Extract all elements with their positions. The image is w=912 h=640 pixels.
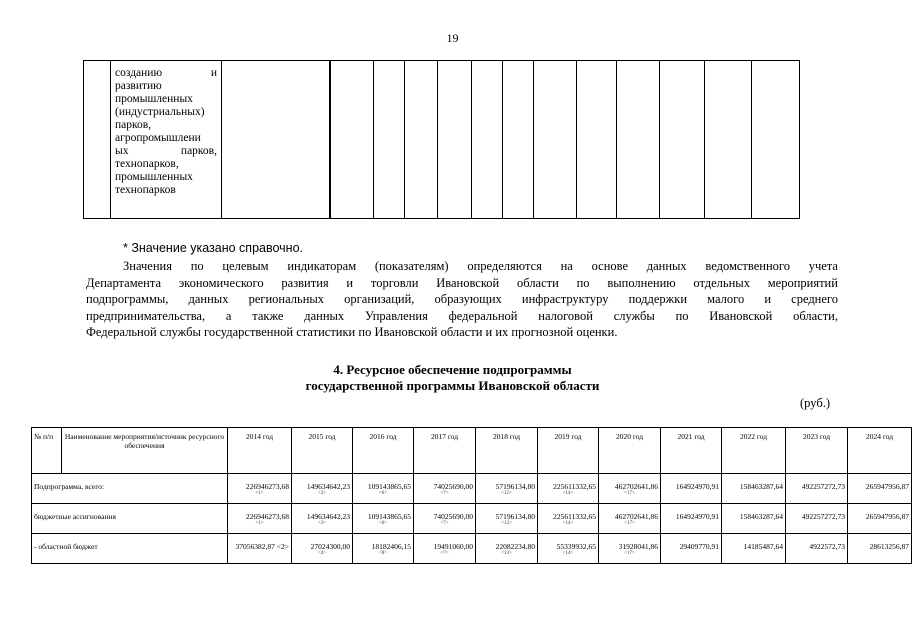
value-amount: 225611332,65 — [553, 512, 596, 521]
value-amount: 158463287,64 — [739, 482, 783, 491]
value-cell — [414, 534, 476, 564]
paragraph-word: поддержки — [628, 292, 688, 307]
value-amount: 27024300,00 — [310, 542, 350, 551]
value-cell — [353, 504, 414, 534]
value-cell — [538, 504, 599, 534]
paragraph-word: целевым — [222, 259, 269, 273]
cont-text-line: (индустриальных) — [115, 106, 205, 118]
table-row — [32, 504, 912, 534]
value-amount: 57196134,80 — [495, 482, 535, 491]
value-amount: 74025690,00 — [433, 482, 473, 491]
value-cell — [722, 474, 786, 504]
paragraph-word: их — [495, 325, 509, 340]
paragraph-word: по — [576, 275, 590, 290]
paragraph-word: и — [485, 325, 493, 340]
value-cell — [599, 534, 661, 564]
cont-text-line: промышленных — [115, 93, 193, 105]
cont-text-line: агропромышлени — [115, 132, 201, 144]
cont-text-line: развитию — [115, 80, 162, 92]
value-amount: 225611332,65 — [553, 482, 596, 491]
paragraph-word: инфраструктуру — [521, 292, 609, 307]
paragraph-word: Ивановской — [374, 325, 438, 340]
paragraph-word: Управления — [364, 308, 428, 323]
value-amount: 37056382,87 <2> — [235, 542, 289, 551]
paragraph-word: службы — [613, 308, 655, 323]
footnote-note: * Значение указано справочно. — [123, 241, 303, 255]
footnote-ref: <7> — [440, 491, 449, 496]
value-amount: 28613256,87 — [869, 542, 909, 551]
paragraph-word: учета — [808, 259, 838, 273]
paragraph-word: государственной — [204, 325, 294, 340]
cont-cell-no — [84, 61, 111, 219]
footnote-ref: <12> — [501, 521, 512, 526]
footnote-ref: <7> — [440, 551, 449, 556]
paragraph-word: (показателям) — [374, 259, 449, 273]
footnote-ref: <7> — [440, 521, 449, 526]
footnote-ref: <17> — [624, 521, 635, 526]
cont-text-word: ых — [115, 145, 129, 157]
paragraph-word: налоговой — [538, 308, 593, 323]
value-cell — [599, 504, 661, 534]
paragraph-word: службы — [159, 325, 201, 340]
resource-header-cell: № п/п — [32, 428, 62, 474]
footnote-ref: <17> — [624, 551, 635, 556]
footnote-ref: <14> — [562, 491, 574, 496]
value-amount: 149634642,23 — [306, 482, 350, 491]
paragraph-line — [86, 291, 838, 308]
paragraph-word: прогнозной — [511, 325, 574, 340]
paragraph-word: на — [560, 259, 573, 273]
cont-text-line: технопарков, — [115, 158, 179, 170]
value-amount: 55339932,65 — [556, 542, 596, 551]
paragraph-word: данных — [188, 292, 229, 307]
value-amount: 4922572,73 — [809, 542, 845, 551]
paragraph-word: области, — [793, 308, 838, 323]
table-row — [32, 534, 912, 564]
paragraph-word: Департамента — [86, 275, 162, 290]
cont-text-word: парков, — [180, 145, 217, 157]
value-cell — [476, 504, 538, 534]
footnote-ref: <6> — [378, 491, 388, 496]
value-cell — [353, 474, 414, 504]
row-name-cell: бюджетные ассигнования — [32, 504, 228, 534]
paragraph-word: статистики — [296, 325, 356, 340]
page-number: 19 — [446, 31, 459, 45]
paragraph-word: федеральной — [448, 308, 518, 323]
paragraph-word: выполнению — [607, 275, 676, 290]
paragraph-word: и — [764, 292, 772, 307]
value-cell — [538, 474, 599, 504]
footnote-ref: <14> — [562, 551, 574, 556]
paragraph-word: области — [440, 325, 483, 340]
value-amount: 57196134,80 — [495, 512, 535, 521]
value-cell — [661, 504, 722, 534]
value-cell — [414, 504, 476, 534]
value-amount: 29409770,91 — [679, 542, 719, 551]
continuation-table — [83, 60, 800, 219]
paragraph-word: экономического — [178, 275, 264, 290]
paragraph-line — [86, 308, 838, 325]
value-cell — [599, 474, 661, 504]
paragraph-word: определяются — [467, 259, 542, 273]
paragraph-word: организаций, — [344, 292, 415, 307]
paragraph-word: по — [675, 308, 689, 323]
value-amount: 226946273,68 — [245, 512, 289, 521]
resource-table — [31, 427, 912, 564]
resource-header-cell: 2018 год — [476, 428, 538, 474]
value-amount: 462702641,86 — [614, 512, 658, 521]
value-cell — [476, 534, 538, 564]
paragraph-word: Значения — [123, 259, 172, 273]
footnote-ref: <1> — [255, 491, 264, 496]
value-cell — [476, 474, 538, 504]
paragraph-word: по — [358, 325, 372, 340]
paragraph-word: а — [225, 308, 232, 323]
footnote-ref: <6> — [378, 521, 388, 526]
paragraph-word: среднего — [791, 292, 838, 307]
section-title-line1: 4. Ресурсное обеспечение подпрограммы — [333, 362, 572, 377]
paragraph-word: области — [517, 275, 559, 290]
cont-text-line: технопарков — [115, 184, 176, 196]
value-cell — [292, 474, 353, 504]
paragraph-word: основе — [591, 259, 629, 273]
value-cell — [661, 474, 722, 504]
resource-header-cell: 2020 год — [599, 428, 661, 474]
paragraph-word: также — [252, 308, 284, 323]
paragraph-word: развития — [281, 275, 329, 290]
row-name-cell: - областной бюджет — [32, 534, 228, 564]
paragraph-word: оценки. — [576, 325, 618, 340]
paragraph-word: данных — [304, 308, 345, 323]
paragraph-word: подпрограммы, — [86, 292, 169, 307]
value-cell — [292, 534, 353, 564]
currency-unit: (руб.) — [800, 396, 830, 410]
value-cell — [848, 534, 912, 564]
value-amount: 14185487,64 — [743, 542, 783, 551]
value-cell — [228, 534, 292, 564]
paragraph-line — [86, 258, 838, 275]
value-amount: 22082234,80 — [495, 542, 535, 551]
value-cell — [228, 504, 292, 534]
resource-header-cell: Наименование мероприятия/источник ресурсного обеспечения — [62, 428, 228, 474]
value-amount: 265947956,87 — [865, 512, 909, 521]
resource-header-cell: 2016 год — [353, 428, 414, 474]
paragraph-word: данных — [646, 259, 687, 273]
paragraph-word: региональных — [248, 292, 325, 307]
footnote-ref: <3> — [317, 521, 327, 526]
cont-text-line — [115, 145, 217, 158]
value-cell — [228, 474, 292, 504]
cont-text-line — [115, 67, 217, 80]
table-row — [32, 474, 912, 504]
cont-text-line: промышленных — [115, 171, 193, 183]
resource-header-cell: 2017 год — [414, 428, 476, 474]
section-title-line2: государственной программы Ивановской области — [305, 378, 600, 393]
cont-text-word: созданию — [115, 67, 163, 79]
cont-cell-name — [111, 61, 222, 219]
paragraph-word: отдельных — [693, 275, 750, 290]
footnote-ref: <8> — [378, 551, 388, 556]
paragraph-word: Федеральной — [86, 325, 157, 340]
resource-header-cell: 2022 год — [722, 428, 786, 474]
row-name-cell: Подпрограмма, всего: — [32, 474, 228, 504]
paragraph-word: образующих — [434, 292, 502, 307]
value-cell — [786, 504, 848, 534]
value-cell — [661, 534, 722, 564]
value-amount: 492257272,73 — [801, 482, 845, 491]
value-amount: 462702641,86 — [614, 482, 658, 491]
value-amount: 74025690,00 — [433, 512, 473, 521]
paragraph-word: ведомственного — [705, 259, 790, 273]
value-cell — [786, 474, 848, 504]
paragraph-word: и — [346, 275, 354, 290]
footnote-ref: <13> — [501, 551, 512, 556]
paragraph-line — [86, 324, 838, 341]
value-amount: 109143865,65 — [367, 512, 411, 521]
footnote-ref: <14> — [562, 521, 574, 526]
value-cell — [353, 534, 414, 564]
paragraph-word: Ивановской — [709, 308, 773, 323]
value-cell — [414, 474, 476, 504]
value-amount: 492257272,73 — [801, 512, 845, 521]
resource-header-cell: 2019 год — [538, 428, 599, 474]
value-amount: 149634642,23 — [306, 512, 350, 521]
value-cell — [538, 534, 599, 564]
value-amount: 18182406,15 — [371, 542, 411, 551]
indicator-paragraph — [86, 258, 838, 341]
footnote-ref: <12> — [501, 491, 512, 496]
footnote-ref: <4> — [317, 551, 327, 556]
paragraph-word: торговли — [370, 275, 419, 290]
cont-text-word: и — [210, 67, 217, 79]
resource-header-cell: 2024 год — [848, 428, 912, 474]
paragraph-word: предпринимательства, — [86, 308, 206, 323]
paragraph-line — [86, 275, 838, 292]
footnote-ref: <17> — [624, 491, 635, 496]
value-amount: 265947956,87 — [865, 482, 909, 491]
value-amount: 109143865,65 — [367, 482, 411, 491]
value-amount: 226946273,68 — [245, 482, 289, 491]
paragraph-word: малого — [707, 292, 745, 307]
value-amount: 19491060,00 — [433, 542, 473, 551]
value-cell — [848, 474, 912, 504]
value-amount: 31928041,86 — [618, 542, 658, 551]
resource-header-cell: 2014 год — [228, 428, 292, 474]
value-amount: 164924970,91 — [675, 482, 719, 491]
footnote-ref: <3> — [317, 491, 327, 496]
resource-header-cell: 2023 год — [786, 428, 848, 474]
value-cell — [848, 504, 912, 534]
paragraph-word: мероприятий — [767, 275, 838, 290]
footnote-ref: <1> — [255, 521, 264, 526]
paragraph-word: индикаторам — [287, 259, 357, 273]
value-amount: 158463287,64 — [739, 512, 783, 521]
section-title — [0, 362, 905, 394]
value-cell — [292, 504, 353, 534]
value-cell — [722, 534, 786, 564]
value-cell — [722, 504, 786, 534]
resource-header-cell: 2015 год — [292, 428, 353, 474]
resource-header-cell: 2021 год — [661, 428, 722, 474]
paragraph-word: по — [190, 259, 204, 273]
value-amount: 164924970,91 — [675, 512, 719, 521]
cont-text-line: парков, — [115, 119, 152, 131]
paragraph-word: Ивановской — [436, 275, 500, 290]
value-cell — [786, 534, 848, 564]
